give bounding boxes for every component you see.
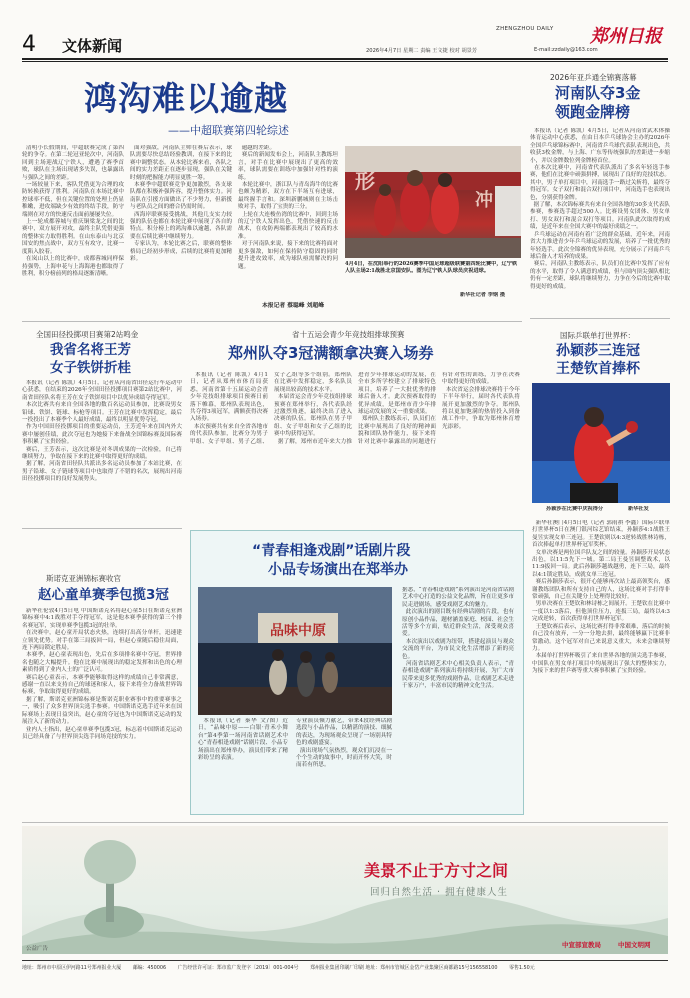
paper-logo: 郑州日报 xyxy=(590,26,662,47)
masthead-rule xyxy=(22,58,668,60)
mid-center-kicker: 省十五运会青少年竞技组排球预赛 xyxy=(292,330,405,339)
ad-title: 美景不止于方寸之间 xyxy=(364,861,509,880)
intl-kicker: 国际乒联单打世界杯： xyxy=(560,331,635,340)
lead-body-col1: 清明小长假期间，中超联赛完成了第四轮的争夺。在第二轮冠亚轮次中，河南队回到主场迎战辽宁铁人，遭遇了赛季首败，球队在主场出现诸多失误，也暴露出与强队之间的差距。 一场较量下来，客队凭借更为合理的攻防转换获得了胜利。河南队在本场比赛中控球率不低，但在关键位置的处理上仍显稚嫩，进攻端缺少有效的终结手段，防守端则在对方的快速反击面前屡屡失位。 上一轮成都蓉城与重庆铜梁龙之间的比赛中，双方展开对攻，最终主队凭借更强的整体实力取得胜利。在山东泰山与北京国安的焦点战中，双方互有攻守，比赛一度陷入胶着。 在岚山以上的比赛中，成都蓉城同样保持强势，上海申花与上海海港也都取得了胜利，积分榜前列的格局逐渐清晰。 xyxy=(22,145,124,277)
svg-text:冲: 冲 xyxy=(475,190,493,211)
ad-illustration xyxy=(22,826,668,954)
svg-text:形: 形 xyxy=(355,169,375,193)
drama-body-right: 据悉，“青春相逢戏剧”系列演出是河南省话剧艺术中心打造的公益文化品牌，旨在让更多市民走进剧场，感受戏剧艺术的魅力。 此次演出的剧目既有经典话剧的片段，也有原创小品作品，题材涵盖家庭、校园、社会生活等多个方面，贴近群众生活，深受观众喜爱。 本次演出以戏剧为纽带，搭建起演员与观众交流的平台，为市民文化生活增添了新的亮色。 河南省话剧艺术中心相关负责人表示，“青春相逢戏剧”系列演出将持续开展，为广大市民带来更多优秀的戏剧作品，让戏剧艺术走进千家万户，丰富市民的精神文化生活。 xyxy=(402,587,514,690)
mid-center-title: 郑州队夺3冠满额拿决赛入场券 xyxy=(228,344,434,362)
divider-lead xyxy=(22,321,522,322)
right-top-body: 本报讯（记者 陈凯）4月5日，记者从河南省武术体操体育运动中心获悉，在由日本乒乓球协会主办的2026年全国乒乓球锦标赛中，河南省乒乓球代表队表现出色，共收获3枚金牌，与上海、广东等传统强队的差距进一步缩小，并以金牌数位列金牌榜首位。 在本次比赛中，河南省代表队派出了多名年轻选手参赛，他们在比赛中顽强拼搏，展现出了良好的竞技状态。其中，男子单打项目中，河南选手一路过关斩将，最终夺得冠军。女子双打和混合双打项目中，河南选手也表现出色，分别获得金牌。 据了解，本次锦标赛共有来自全国各地的30多支代表队参赛，参赛选手超过500人。比赛设男女团体、男女单打、男女双打和混合双打等项目。河南队此次取得的成绩，是近年来在全国大赛中的最好成绩之一。 乒乓球运动在河南有着广泛的群众基础，近年来，河南省大力推进青少年乒乓球运动的发展，培养了一批优秀的年轻选手。此次全锦赛的优异表现，充分展示了河南乒乓球后备人才培养的成果。 赛后，河南队主教练表示，队员们在比赛中发挥了应有的水平，取得了令人满意的成绩，但与国内顶尖强队相比仍有一定差距，球队将继续努力，力争在今后的比赛中取得更好的成绩。 xyxy=(530,128,670,290)
footer-rule xyxy=(22,960,668,961)
drama-body-left: 本报讯（记者 秦华 文/图）近日，“品味中原——白银·青禾小舞台”第4季第一场河南省话剧艺术中心“青春相逢戏剧”话剧片段、小品专场演出在郑州举办，演员们带来了精彩纷呈的表演。 xyxy=(198,718,288,762)
intl-title-line2: 王楚钦首捧杯 xyxy=(556,361,640,377)
lead-body-col3: 逾越的差距。 赛后的新闻发布会上，河南队主教练坦言，对手在比赛中展现出了更高的效率，球队需要在训练中加强针对性的演练。 本轮比赛中，浙江队与青岛海牛的比赛也颇为精彩，双方在下半场互有进球，最终握手言和。深圳新鹏城则在主场击败对手，取得了宝贵的三分。 上轮在大连梭鱼湾的比赛中，回到主场的辽宁铁人发挥出色，凭借快速的反击战术，在攻防两端都表现出了较高的水准。 对于河南队来说，接下来的比赛将面对更多强敌，如何在保持防守稳固的同时提升进攻效率，成为球队亟需解决的问题。 xyxy=(238,145,338,270)
intl-photo-caption: 孙颖莎在比赛中庆祝得分 xyxy=(546,506,604,512)
footer-postcode: 邮编：450006 xyxy=(132,965,167,971)
ad-footer-right2: 中国文明网 xyxy=(618,941,651,949)
mid-left-body: 本报讯（记者 陈凯）4月5日，记者从河南省田径运行车运动中心获悉，在结束的2026年全国田径投掷项目赛第2站比赛中，河南省田径队名将王芳在女子铁饼项目中以优异成绩夺得冠军。 本次比赛共有来自全国各地的数百名运动员参加，比赛设男女铅球、铁饼、链球、标枪等项目。王芳在比赛中发挥稳定，最后一投投出了本赛季个人最好成绩，最终以明显优势夺冠。 作为中国田径投掷项目的重要运动员，王芳近年来在国内外大赛中屡创佳绩，此次夺冠也为她接下来备战全国锦标赛及国际赛事积累了宝贵经验。 赛后，王芳表示，这次比赛是对冬训成果的一次检验，自己将继续努力，争取在接下来的比赛中取得更好的成绩。 据了解，河南省田径队共派出多名运动员参加了本站比赛，在男子铅球、女子链球等项目中也取得了不错的名次，展现出河南田径投掷项目的良好发展势头。 xyxy=(22,380,182,483)
drama-photo xyxy=(198,587,392,715)
footer-license: 广告经营许可证：郑市监广发登字〔2019〕001-004号 xyxy=(177,965,299,971)
footer-price: 零售1.50元 xyxy=(509,965,535,971)
right-top-title-line2: 领跑金牌榜 xyxy=(555,103,631,121)
ad-subtitle: 回归自然生活 · 拥有健康人生 xyxy=(370,887,509,898)
lead-body-col2: 面对强敌，河南队主帅在赛后表示，球队需要尽快总结经验教训，在接下来的比赛中调整状态。从本轮比赛来看，各队之间的实力差距正在逐步显现，强队在关键时刻的把握能力明显更胜一筹。 本赛季中超联赛竞争更加激烈，各支球队都在积极补强阵容，提升整体实力。河南队在引援方面做出了不少努力，但新援与老队员之间的磨合仍需时间。 西海岸联赛接受挑战，其他几支实力较强的队伍也都在本轮比赛中展现了各自的特点。积分榜上的鸿沟难以逾越，各队需要在后续比赛中继续努力。 专家认为，本轮比赛之后，联赛的整体格局已经初步形成，后续的比赛将更加精彩。 xyxy=(130,145,232,263)
footer xyxy=(22,964,668,974)
mid-center-body: 本报讯（记者 陈凯）4月1日，记者从郑州市体育局获悉，河南省第十五届运动会青少年竞技组排球项目预赛日前落下帷幕，郑州队表现出色，共夺得3项冠军，满额获得决赛入场券。 本次预赛共有来自全省各地市的代表队参加，比赛分为男子甲组、女子甲组、男子乙组、女子乙组等多个组别。郑州队在比赛中发挥稳定，多名队员展现出较高的技术水平。 本届省运会青少年竞技组排球预赛在郑州举行，各代表队经过激烈角逐，最终决出了进入决赛的队伍。郑州队在男子甲组、女子甲组和女子乙组的比赛中均获得冠军。 据了解，郑州市近年来大力推进青少年排球运动的发展，在全市多所学校建立了排球特色项目，培养了一大批优秀的排球后备人才。此次预赛取得的优异成绩，是郑州市青少年排球运动发展的又一重要成果。 郑州队主教练表示，队员们在比赛中展现出了良好的精神面貌和团队协作能力，接下来将针对比赛中暴露出的问题进行有针对性的训练，力争在决赛中取得更好的成绩。 本次省运会排球决赛将于今年下半年举行，届时各代表队将展开更加激烈的争夺。郑州队将以更加饱满的热情投入到备战工作中，争取为郑州体育增光添彩。 xyxy=(190,372,520,445)
mid-left-title-line1: 我省名将王芳 xyxy=(50,342,131,358)
drama-photo-drawing xyxy=(198,587,392,715)
mid-left-kicker: 全国田径投掷项目赛第2站鸣金 xyxy=(36,330,139,339)
right-top-title-line1: 河南队夺3金 xyxy=(555,84,641,102)
snooker-body: 新华社伦敦4月5日电 中国斯诺克名将赵心童5日在斯诺克亚洲锦标赛中4:1战胜对手夺得冠军，这是他本赛季获得的第三个排名赛冠军，实现单赛季包揽3冠的壮举。 在决赛中，赵心童开局状态火热，连续打出高分单杆，迅速建立领先优势。对手在第三局扳回一局，但赵心童随后稳住局面，连下两局锁定胜局。 本赛季，赵心童表现出色，先后在多项排名赛中夺冠，世界排名也随之大幅提升。他在比赛中展现出的稳定发挥和出色的心理素质得到了业内人士的广泛认可。 赛后赵心童表示，本赛季能够取得这样的成绩自己非常满意，感谢一直以来支持自己的球迷和家人，接下来将全力备战世界锦标赛，争取取得更好的成绩。 据了解，斯诺克亚洲锦标赛是斯诺克职业赛事中的重要赛事之一，吸引了众多世界顶尖选手参赛。中国斯诺克选手近年来在国际赛场上表现日益突出，赵心童的夺冠也为中国斯诺克运动的发展注入了新的动力。 业内人士指出，赵心童单赛季包揽3冠，标志着中国斯诺克运动员已经具备了与世界顶尖选手同场竞技的实力。 xyxy=(22,608,182,740)
snooker-title: 赵心童单赛季包揽3冠 xyxy=(38,587,169,603)
masthead xyxy=(0,0,690,60)
intl-photo-drawing xyxy=(532,383,670,503)
ad-footer-left: 公益广告 xyxy=(26,946,49,952)
drama-body-mid: 专业演员倾力献艺，带来4段经典话剧选段与小品作品，以精湛的演技、细腻的表达，为现场观众呈现了一场别具特色的戏剧盛宴。 演出现场气氛热烈，观众们沉浸在一个个生动的故事中，时而开怀大笑，时而若有所思。 xyxy=(296,718,392,769)
footer-printer: 郑州报业集团印刷厂印刷 地址：郑州市管城区金岱产业集聚区商都路15号156558100 xyxy=(310,965,498,971)
lead-byline: 本报记者 蔡聪峰 刘超峰 xyxy=(262,303,325,309)
lead-subtitle: ——中超联赛第四轮综述 xyxy=(168,124,289,137)
intl-photo-credit: 新华社发 xyxy=(628,506,649,512)
right-top-kicker: 2026年亚乒通全锦赛落幕 xyxy=(550,73,637,82)
intl-body: 新华社澳门4月5日电（记者 郭雨祺 李鑫）国际乒联单打世界杯5日在澳门银河综艺馆结束，孙颖莎4:1战胜王曼昱实现女单三连冠。王楚钦则以4:3逆转战胜林诗栋，首次捧起单打世界杯冠军奖杯。 女单决赛是两位国乒队友之间的较量。孙颖莎开局状态出色，以11:5先下一城。第二局王曼昱调整战术，以11:9扳回一局。此后孙颖莎越战越勇，连下三局，最终以4:1锁定胜局，成就女单三连冠。 赛后孙颖莎表示，很开心能够再次站上最高领奖台，感谢教练团队和所有支持自己的人，这场比赛对手打得非常顽强，自己在关键分上处理得比较好。 男单决赛在王楚钦和林诗栋之间展开。王楚钦在比赛中一度以1:3落后，但他顶住压力，连扳三局，最终以4:3完成逆转，首次获得单打世界杯冠军。 王楚钦赛后表示，这场比赛打得非常艰难，落后的时候自己没有放弃，一分一分地去拼，最终能够赢下比赛非常激动。这个冠军对自己来说意义重大，未来会继续努力。 本届单打世界杯吸引了来自世界各地的顶尖选手参赛，中国队在男女单打项目中均展现出了强大的整体实力，为接下来的世乒赛等重大赛事积累了宝贵经验。 xyxy=(532,520,670,675)
mid-left-title-line2: 女子铁饼折桂 xyxy=(50,360,131,376)
intl-photo xyxy=(532,383,670,503)
date-line: 2026年4月7日 星期二 责编 王文捷 校对 胡景芳 xyxy=(366,48,478,54)
drama-title-line1: “青春相逢戏剧”话剧片段 xyxy=(252,543,411,559)
footer-address: 地址：郑州市中原区伊河路11号郑州报业大厦 xyxy=(22,965,122,971)
lead-photo xyxy=(345,146,521,258)
page-number: 4 xyxy=(22,32,36,57)
public-ad xyxy=(22,826,668,954)
lead-photo-credit: 新华社记者 李钢 摄 xyxy=(460,292,506,298)
snooker-kicker: 斯诺克亚洲锦标赛收官 xyxy=(46,574,121,583)
drama-title-line2: 小品专场演出在郑举办 xyxy=(268,562,408,578)
lead-photo-drawing xyxy=(345,146,521,258)
lead-title: 鸿沟难以逾越 xyxy=(84,79,288,118)
drama-photo-sign: 品味中原 xyxy=(270,623,326,639)
lead-photo-caption: 4月4日，在沈阳举行的2026赛季中国足球超级联赛第四轮比赛中，辽宁铁人队主场2:1战胜北京国安队。图为辽宁铁人队球员庆祝进球。 xyxy=(345,261,518,274)
divider-bottom xyxy=(22,822,668,823)
email: E-mail:zzdaily@163.com xyxy=(534,47,598,53)
intl-title-line1: 孙颖莎三连冠 xyxy=(556,343,640,359)
paper-name-en: ZHENGZHOU DAILY xyxy=(496,26,554,32)
divider-right-top xyxy=(530,318,670,319)
ad-footer-right1: 中宣部宣教局 xyxy=(562,941,601,949)
divider-mid xyxy=(22,528,182,529)
section-name: 文体新闻 xyxy=(62,37,123,55)
masthead-rule-thin xyxy=(22,61,668,62)
